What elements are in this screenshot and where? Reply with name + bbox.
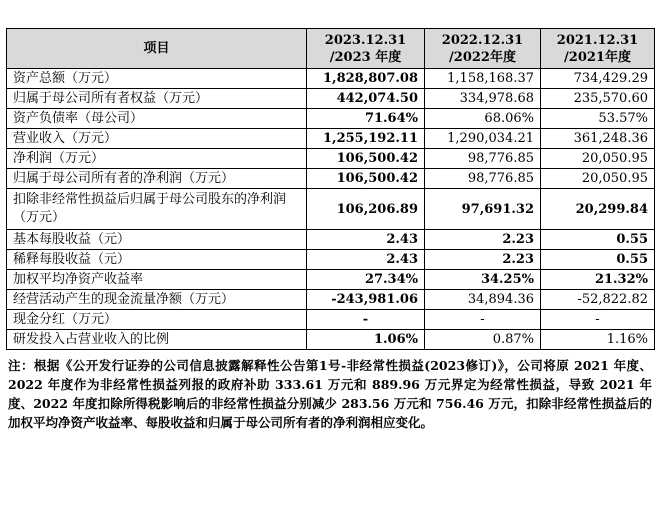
cell-2022: 68.06%	[425, 109, 541, 129]
cell-2021: 361,248.36	[541, 129, 655, 149]
cell-2023: 71.64%	[307, 109, 425, 129]
cell-2022: 2.23	[425, 250, 541, 270]
footnote: 注：根据《公开发行证券的公司信息披露解释性公告第1号-非经常性损益(2023修订)》，公司将原 2021 年度、2022 年度作为非经常性损益列报的政府补助 333.61 万元和 889.96 万元界定为经常性损益，导致 2021 年度、2022 年度扣除所得税影响后的非经常性损益分别减少 283.56 万元和 756.46 万元，扣除非经常性损益后的加权平均净资产收益率、每股收益和归属于母公司所有者的净利润相应变化。	[8, 358, 652, 430]
row-label: 营业收入（万元）	[7, 129, 307, 149]
table-header-row	[7, 29, 655, 69]
table-row	[7, 290, 655, 310]
row-label: 基本每股收益（元）	[7, 230, 307, 250]
header-2021-text: 2021.12.31 /2021年度	[556, 32, 639, 65]
cell-2021: 20,299.84	[541, 189, 655, 230]
header-2021	[541, 29, 655, 69]
table-body	[7, 69, 655, 350]
cell-2022: 98,776.85	[425, 169, 541, 189]
cell-2022: 34.25%	[425, 270, 541, 290]
row-label: 资产负债率（母公司）	[7, 109, 307, 129]
table-row	[7, 169, 655, 189]
cell-2022: 0.87%	[425, 330, 541, 350]
row-label: 经营活动产生的现金流量净额（万元）	[7, 290, 307, 310]
cell-2021: 734,429.29	[541, 69, 655, 89]
cell-2022: 34,894.36	[425, 290, 541, 310]
cell-2021: 53.57%	[541, 109, 655, 129]
cell-2023: -243,981.06	[307, 290, 425, 310]
header-2023-text: 2023.12.31 /2023 年度	[324, 32, 407, 65]
cell-2021: 20,050.95	[541, 169, 655, 189]
table-row	[7, 250, 655, 270]
cell-2021: 0.55	[541, 230, 655, 250]
cell-2021: -	[541, 310, 655, 330]
header-2022-text: 2022.12.31 /2022年度	[441, 32, 524, 65]
table-row	[7, 230, 655, 250]
table-row	[7, 189, 655, 230]
row-label: 现金分红（万元）	[7, 310, 307, 330]
cell-2023: 1.06%	[307, 330, 425, 350]
cell-2021: 0.55	[541, 250, 655, 270]
table-row	[7, 109, 655, 129]
cell-2022: -	[425, 310, 541, 330]
cell-2022: 98,776.85	[425, 149, 541, 169]
cell-2023: 106,500.42	[307, 169, 425, 189]
row-label: 加权平均净资产收益率	[7, 270, 307, 290]
cell-2021: 20,050.95	[541, 149, 655, 169]
cell-2022: 97,691.32	[425, 189, 541, 230]
cell-2022: 2.23	[425, 230, 541, 250]
row-label: 扣除非经常性损益后归属于母公司股东的净利润（万元）	[7, 189, 307, 230]
cell-2023: 1,255,192.11	[307, 129, 425, 149]
header-item: 项目	[7, 29, 307, 69]
table-row	[7, 69, 655, 89]
table-row	[7, 129, 655, 149]
table-row	[7, 89, 655, 109]
cell-2023: 2.43	[307, 250, 425, 270]
table-row	[7, 149, 655, 169]
row-label: 归属于母公司所有者权益（万元）	[7, 89, 307, 109]
cell-2023: 106,206.89	[307, 189, 425, 230]
header-2022	[425, 29, 541, 69]
cell-2021: 235,570.60	[541, 89, 655, 109]
cell-2023: 2.43	[307, 230, 425, 250]
cell-2022: 334,978.68	[425, 89, 541, 109]
cell-2022: 1,158,168.37	[425, 69, 541, 89]
cell-2023: 27.34%	[307, 270, 425, 290]
row-label: 研发投入占营业收入的比例	[7, 330, 307, 350]
cell-2023: -	[307, 310, 425, 330]
cell-2023: 106,500.42	[307, 149, 425, 169]
cell-2023: 1,828,807.08	[307, 69, 425, 89]
financial-table	[6, 28, 655, 350]
table-row	[7, 330, 655, 350]
cell-2021: 1.16%	[541, 330, 655, 350]
row-label: 归属于母公司所有者的净利润（万元）	[7, 169, 307, 189]
row-label: 稀释每股收益（元）	[7, 250, 307, 270]
row-label: 资产总额（万元）	[7, 69, 307, 89]
table-row	[7, 270, 655, 290]
cell-2021: -52,822.82	[541, 290, 655, 310]
row-label: 净利润（万元）	[7, 149, 307, 169]
financial-table-container	[6, 28, 654, 432]
table-row	[7, 310, 655, 330]
cell-2022: 1,290,034.21	[425, 129, 541, 149]
header-2023	[307, 29, 425, 69]
cell-2021: 21.32%	[541, 270, 655, 290]
cell-2023: 442,074.50	[307, 89, 425, 109]
